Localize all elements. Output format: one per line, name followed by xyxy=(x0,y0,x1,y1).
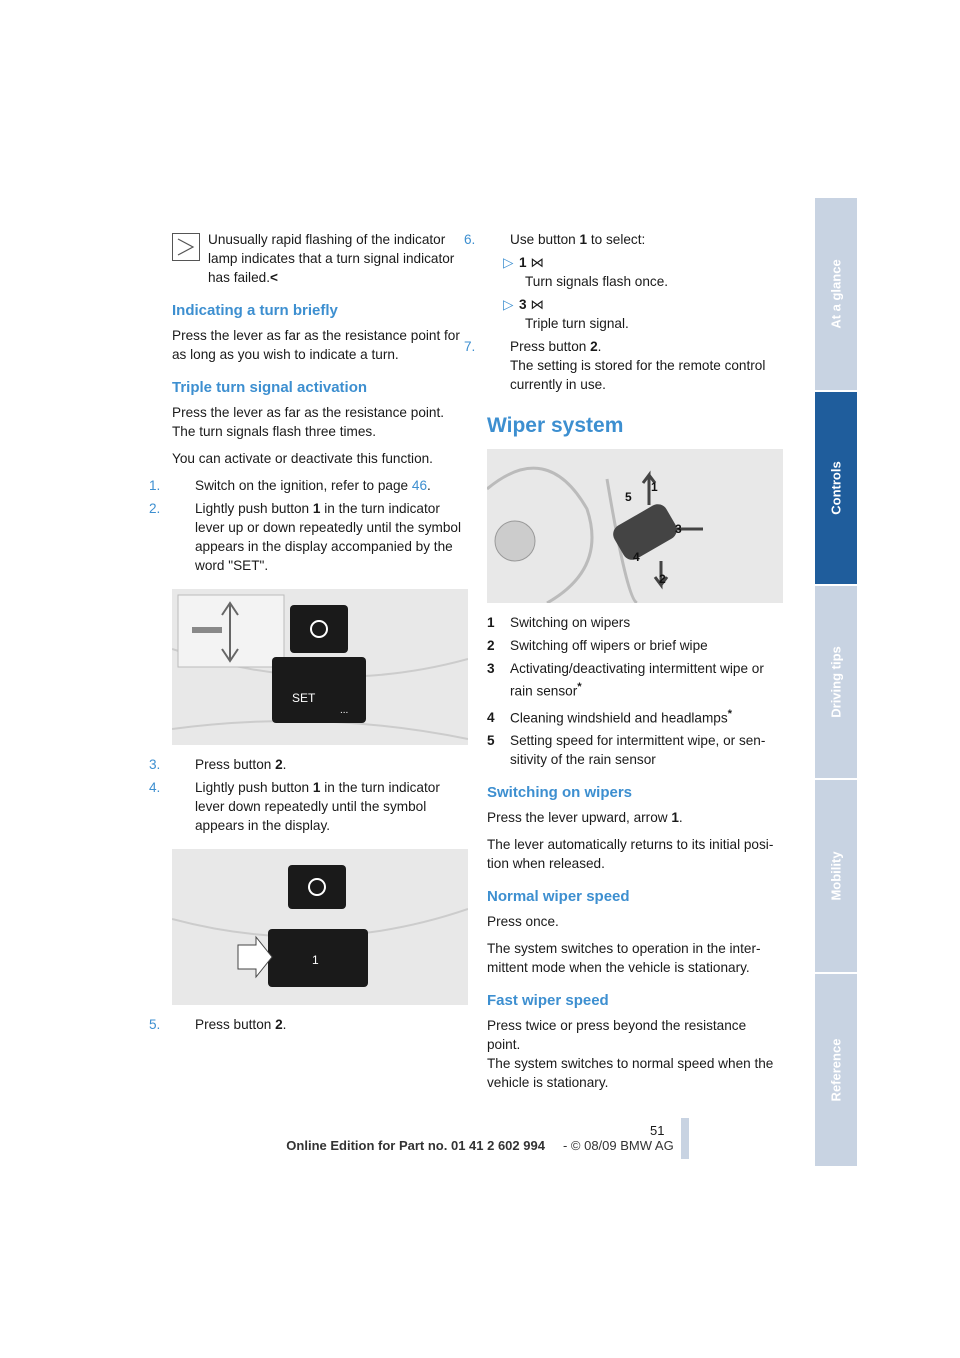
legend-item: 5 Setting speed for intermittent wipe, or sensitivity of the rain sensor xyxy=(487,733,766,768)
end-mark: < xyxy=(269,270,278,285)
heading-turn-briefly: Indicating a turn briefly xyxy=(172,302,338,319)
note-text-1: Unusually rapid flashing of the indicator xyxy=(208,232,446,247)
paragraph-switching-on-2: The lever automatically returns to its initial position when released. xyxy=(487,837,774,872)
step-1: 1. Switch on the ignition, refer to page 46. xyxy=(149,478,431,493)
svg-text:3: 3 xyxy=(675,522,682,536)
bullet-icon: ▷ xyxy=(503,255,514,270)
figure-set-display xyxy=(172,589,468,745)
paragraph-fast-1: Press twice or press beyond the resistance point. xyxy=(487,1018,747,1053)
legend-item: 3 Activating/deactivating intermittent wipe or rain sensor* xyxy=(487,661,764,699)
heading-wiper-system: Wiper system xyxy=(487,414,624,437)
footer xyxy=(0,1138,960,1153)
figure-wiper-lever xyxy=(487,449,783,603)
svg-text:2: 2 xyxy=(659,572,666,586)
paragraph-activate: You can activate or deactivate this function. xyxy=(172,451,433,466)
heading-switching-on: Switching on wipers xyxy=(487,784,633,802)
figure-symbol-display xyxy=(172,849,468,1005)
paragraph-turn-briefly: Press the lever as far as the resistance point for as long as you wish to indicate a turn. xyxy=(172,328,460,362)
paragraph-triple-turn: Press the lever as far as the resistance point. The turn signals flash three times. xyxy=(172,405,445,439)
tab-driving-tips[interactable]: Driving tips xyxy=(815,586,857,780)
option-triple: ▷ 3 ⋈ Triple turn signal. xyxy=(503,297,629,331)
display-dots: ... xyxy=(340,705,349,716)
step-7: 7. Press button 2. The setting is stored for the remote control currently in use. xyxy=(464,339,766,392)
step-6: 6. Use button 1 to select: xyxy=(464,232,646,247)
svg-text:1: 1 xyxy=(651,480,658,494)
footer-edition: Online Edition for Part no. 01 41 2 602 994 xyxy=(286,1138,545,1153)
note-text-2: lamp indicates that a turn signal indicator has failed. xyxy=(208,251,455,285)
heading-normal-speed: Normal wiper speed xyxy=(487,888,630,906)
tab-reference[interactable]: Reference xyxy=(815,974,857,1166)
display-set-label: SET xyxy=(292,691,316,705)
paragraph-fast-2: The system switches to normal speed when the vehicle is stationary. xyxy=(487,1056,774,1091)
heading-triple-turn: Triple turn signal activation xyxy=(172,379,368,396)
footer-copyright: - © 08/09 BMW AG xyxy=(562,1138,674,1153)
note-icon xyxy=(172,233,200,261)
heading-fast-speed: Fast wiper speed xyxy=(487,992,609,1010)
left-column xyxy=(149,230,468,1038)
right-column xyxy=(464,230,783,1100)
warning-note xyxy=(172,230,468,287)
svg-text:4: 4 xyxy=(633,550,640,564)
step-4: 4. Lightly push button 1 in the turn indicator lever down repeatedly until the symbol appears in the display. xyxy=(149,780,440,833)
flash-symbol-icon: ⋈ xyxy=(530,297,544,312)
tab-controls[interactable]: Controls xyxy=(815,392,857,586)
page-link[interactable]: 46 xyxy=(411,478,428,493)
step-5: 5. Press button 2. xyxy=(149,1017,287,1032)
tab-mobility[interactable]: Mobility xyxy=(815,780,857,974)
legend-item: 4 Cleaning windshield and headlamps* xyxy=(487,707,733,726)
tab-at-a-glance[interactable]: At a glance xyxy=(815,198,857,392)
flash-symbol-icon: ⋈ xyxy=(530,255,544,270)
step-3: 3. Press button 2. xyxy=(149,757,287,772)
option-single: ▷ 1 ⋈ Turn signals flash once. xyxy=(503,255,669,289)
page-number: 51 xyxy=(650,1123,665,1138)
side-tabs xyxy=(815,198,857,1166)
display-symbol-label: 1 xyxy=(312,953,319,967)
legend-item: 1 Switching on wipers xyxy=(487,615,631,630)
legend-item: 2 Switching off wipers or brief wipe xyxy=(487,638,708,653)
svg-text:5: 5 xyxy=(625,490,632,504)
paragraph-switching-on-1: Press the lever upward, arrow 1. xyxy=(487,810,683,826)
bullet-icon: ▷ xyxy=(503,297,514,312)
paragraph-normal-1: Press once. xyxy=(487,914,559,930)
step-2: 2. Lightly push button 1 in the turn indicator lever up or down repeatedly until the symbol appears in the display accompanied by the word "SET". xyxy=(149,501,461,573)
paragraph-normal-2: The system switches to operation in the intermittent mode when the vehicle is stationary. xyxy=(487,941,761,976)
